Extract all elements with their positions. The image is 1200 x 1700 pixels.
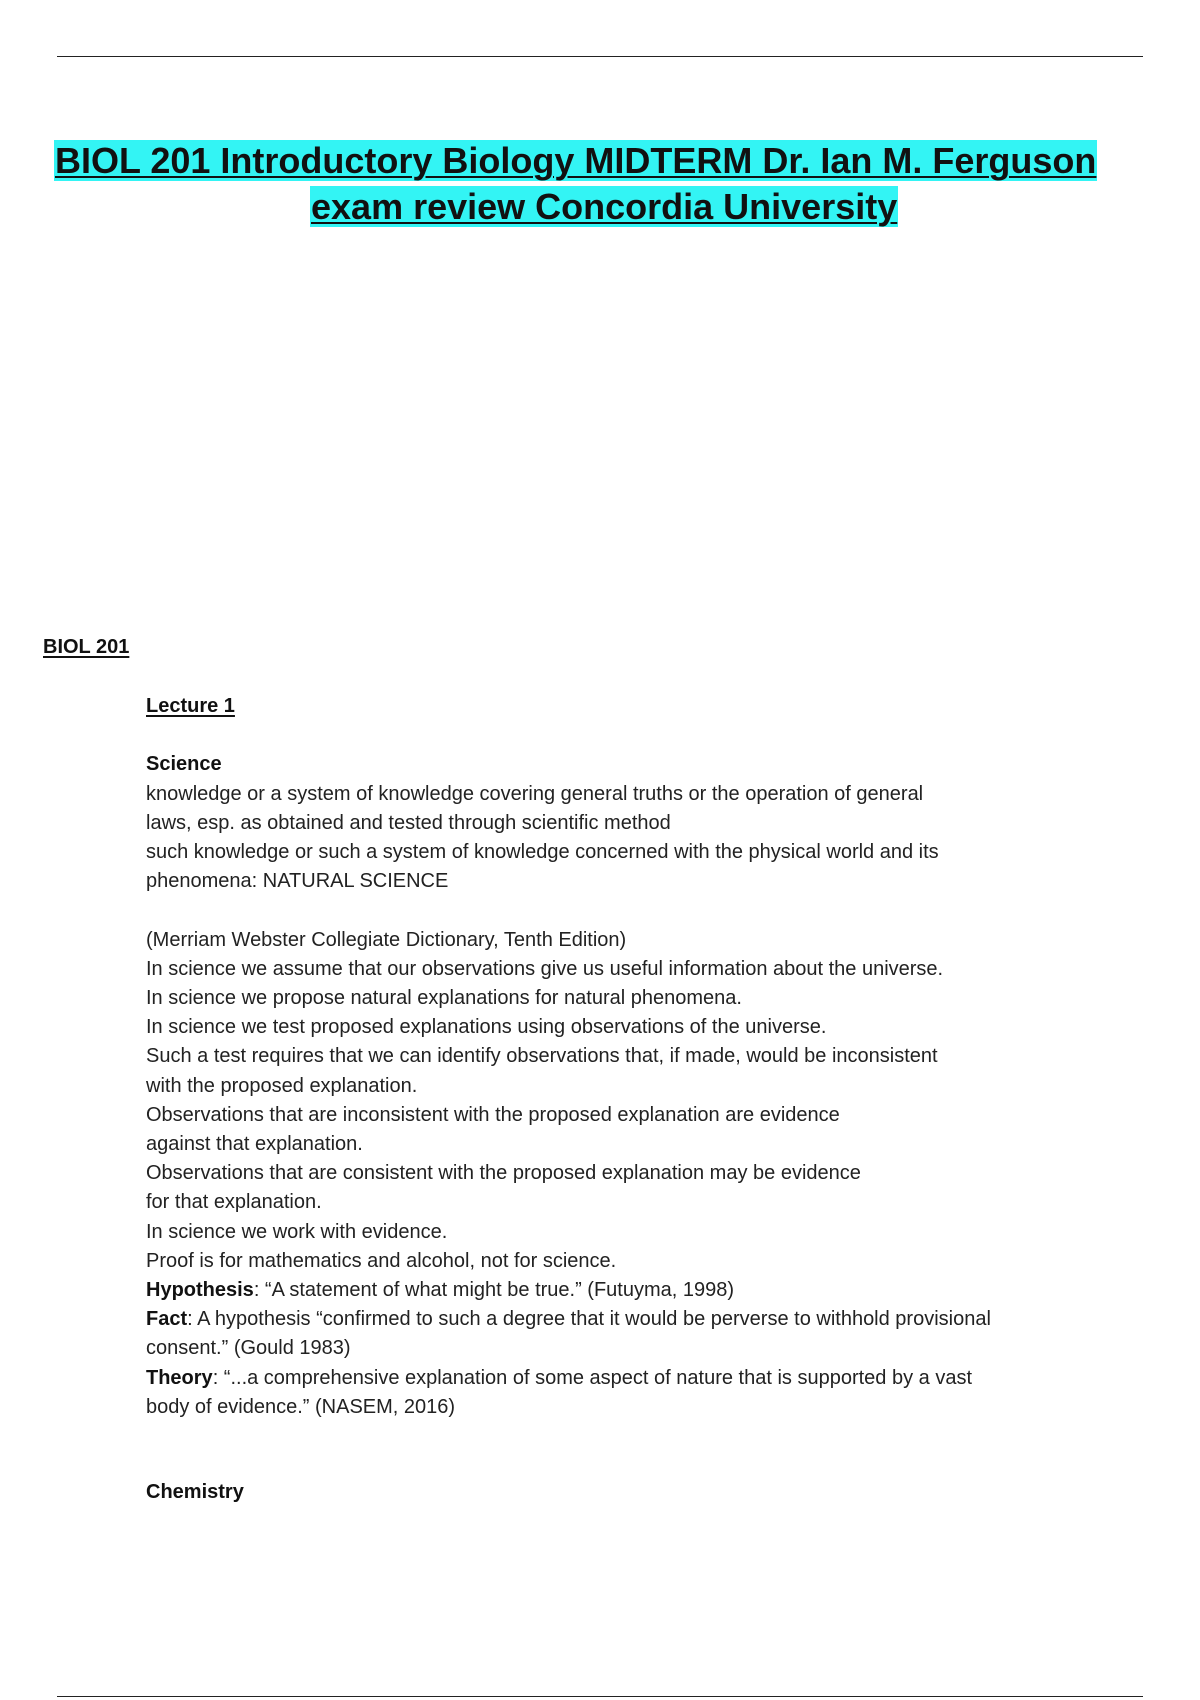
spacer [146,721,1106,750]
document-title [0,134,1200,244]
body-line: Proof is for mathematics and alcohol, not for science. [146,1249,617,1272]
title-line-2: exam review Concordia University [311,186,898,227]
science-definition-line: phenomena: NATURAL SCIENCE [146,870,449,893]
body-line: Observations that are inconsistent with the proposed explanation are evidence [146,1103,840,1126]
theory-continuation: body of evidence.” (NASEM, 2016) [146,1395,456,1418]
body-line: In science we propose natural explanations for natural phenomena. [146,986,742,1009]
science-heading: Science [146,753,222,776]
bottom-rule [57,1696,1143,1697]
body-line: with the proposed explanation. [146,1074,418,1097]
section-heading: BIOL 201 [43,636,130,658]
spacer [146,896,1106,925]
hypothesis-definition [146,1276,1106,1305]
chemistry-heading: Chemistry [146,1481,244,1504]
body-line: (Merriam Webster Collegiate Dictionary, Tenth Edition) [146,928,627,951]
theory-definition [146,1364,1106,1393]
top-rule [57,56,1143,57]
body-line: Such a test requires that we can identify observations that, if made, would be inconsistent [146,1045,938,1068]
lecture-heading: Lecture 1 [146,695,235,717]
spacer [146,1422,1106,1478]
body-line: against that explanation. [146,1133,363,1155]
fact-text: : A hypothesis “confirmed to such a degree that it would be perverse to withhold provisional [187,1308,991,1331]
theory-term: Theory [146,1366,213,1389]
title-line-1: BIOL 201 Introductory Biology MIDTERM Dr. Ian M. Ferguson [55,140,1097,181]
body-line: In science we assume that our observations give us useful information about the universe. [146,957,944,980]
lecture-content [146,692,1106,1507]
theory-text: : “...a comprehensive explanation of some aspect of nature that is supported by a vast [212,1366,973,1389]
science-definition-line: such knowledge or such a system of knowledge concerned with the physical world and its [146,840,939,863]
hypothesis-term: Hypothesis [146,1279,254,1302]
science-definition-line: knowledge or a system of knowledge covering general truths or the operation of general [146,782,924,805]
science-definition-line: laws, esp. as obtained and tested through scientific method [146,811,671,834]
body-line: Observations that are consistent with the proposed explanation may be evidence [146,1162,861,1185]
fact-continuation: consent.” (Gould 1983) [146,1337,351,1360]
hypothesis-text: : “A statement of what might be true.” (Futuyma, 1998) [253,1279,735,1302]
fact-definition [146,1305,1106,1334]
body-line: In science we work with evidence. [146,1220,448,1243]
fact-term: Fact [146,1308,188,1331]
body-line: for that explanation. [146,1191,322,1214]
body-line: In science we test proposed explanations using observations of the universe. [146,1016,827,1039]
